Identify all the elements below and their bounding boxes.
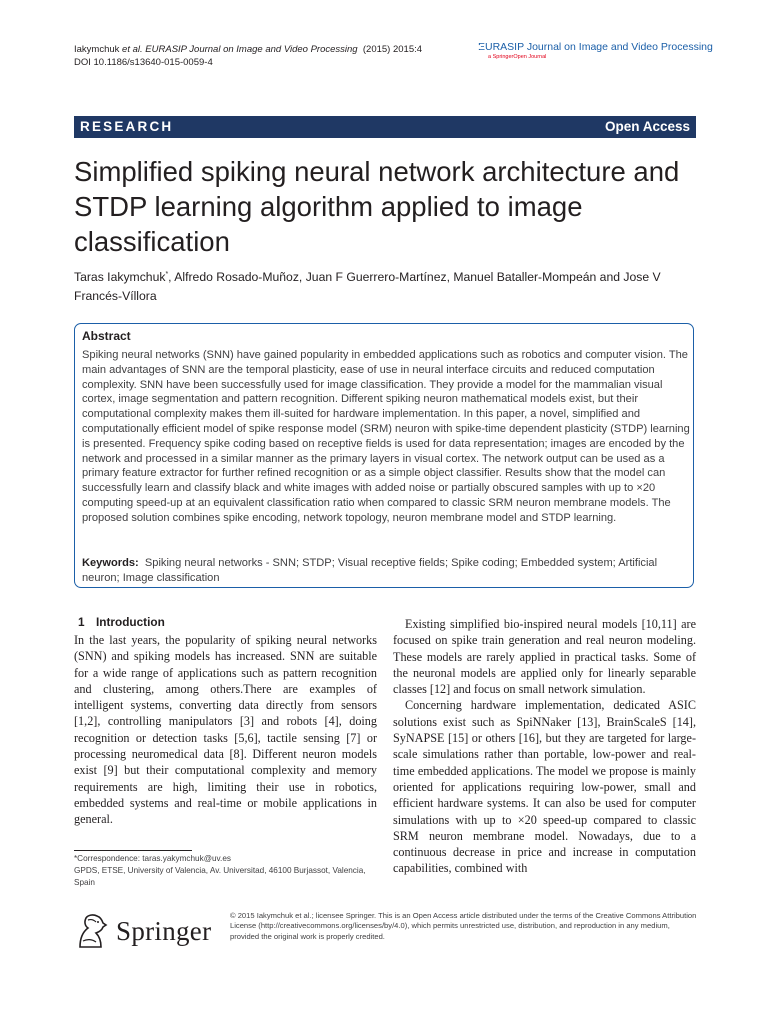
springer-logo (74, 909, 224, 953)
journal-logo[interactable] (474, 41, 713, 60)
springer-horse-icon (74, 911, 110, 951)
paragraph: Concerning hardware implementation, dedicated ASIC solutions exist such as SpiNNaker [13], BrainScaleS [14], SyNAPSE [15] or others [16], but they are targeted for large-scale simulations rather than portable, low-power and real-time embedded applications. The model we propose is mainly oriented for applications requiring low-power, small and efficient hardware systems. It can also be used for computer simulations with up to ×20 speed-up compared to classic SRM neuron membrane model. Nowadays, due to a continuous decrease in price and increase in computation capabilities, combined with (393, 698, 696, 876)
footnote-divider (74, 850, 192, 851)
footnote (74, 853, 379, 889)
corresponding-author-mark: * (165, 271, 169, 278)
abstract-heading: Abstract (82, 329, 131, 343)
section-number: 1 (78, 615, 85, 629)
article-type-label: RESEARCH (80, 119, 174, 134)
journal-logo-text: EURASIP Journal on Image and Video Processing (478, 41, 713, 53)
paragraph: Existing simplified bio-inspired neural models [10,11] are focused on spike train generation and real neuron modeling. These models are rarely applied in practical tasks. Some of the neuronal models are applied only for linearly separable classes [12] and focus on small network simulation. (393, 617, 696, 697)
doi[interactable]: DOI 10.1186/s13640-015-0059-4 (74, 57, 213, 68)
citation-etal: et al. (122, 44, 143, 55)
open-access-badge: Open Access (604, 119, 690, 134)
keywords-list: Spiking neural networks - SNN; STDP; Visual receptive fields; Spike coding; Embedded system; Artificial neuron; Image classification (82, 557, 658, 584)
journal-logo-subtitle: a SpringerOpen Journal (488, 54, 547, 60)
article-title: Simplified spiking neural network architecture and STDP learning algorithm applied to image classification (74, 156, 680, 257)
body-column-left: In the last years, the popularity of spiking neural networks (SNN) and spiking models has increased. SNN are suitable for a wide range of applications such as pattern recognition and clustering, among others.There are examples of intelligent systems, converting data directly from sensors [1,2], controlling manipulators [3] and robots [4], doing recognition or detection tasks [5,6], tactile sensing [7] or processing neuromedical data [8]. Different neuron models exist [9] but their computational complexity and memory requirements are high, limiting their use in robotics, embedded systems and real-time or mobile applications in general. (74, 633, 377, 827)
publisher-name: Springer (116, 915, 212, 946)
author-rest: , Alfredo Rosado-Muñoz, Juan F Guerrero-Martínez, Manuel Bataller-Mompeán and Jose V Francés-Víllora (74, 270, 661, 304)
author-first[interactable]: Taras Iakymchuk (74, 270, 166, 285)
author-list (74, 265, 704, 306)
citation-authors: Iakymchuk (74, 44, 123, 55)
body-column-right (393, 616, 696, 877)
affiliation: GPDS, ETSE, University of Valencia, Av. Universitad, 46100 Burjassot, Valencia, Spain (74, 866, 366, 887)
citation-header (74, 43, 422, 69)
section-title: Introduction (96, 615, 165, 629)
keywords (82, 556, 692, 586)
citation-year: (2015) 2015:4 (362, 44, 423, 55)
section-heading (74, 615, 165, 629)
abstract-text: Spiking neural networks (SNN) have gained popularity in embedded applications such as robotics and computer vision. The main advantages of SNN are the temporal plasticity, ease of use in neural interface circuits and reduced computation complexity. SNN have been successfully used for image classification. They provide a model for the mammalian visual cortex, image segmentation and pattern recognition. Different spiking neuron mathematical models exist, but their computational complexity makes them ill-suited for hardware implementation. In this paper, a novel, simplified and computationally efficient model of spike response model (SRM) neuron with spike-time dependent plasticity (STDP) learning is presented. Frequency spike coding based on receptive fields is used for data representation; images are encoded by the network and processed in a similar manner as the primary layers in visual cortex. The network output can be used as a primary feature extractor for further refined recognition or as a simple object classifier. Results show that the model can successfully learn and classify black and white images with added noise or partially obscured samples with up to ×20 computing speed-up at an equivalent classification ratio when compared to classic SRM neuron membrane models. The proposed solution combines spike encoding, network topology, neuron membrane model and STDP learning. (82, 349, 690, 524)
correspondence[interactable]: *Correspondence: taras.yakymchuk@uv.es (74, 854, 231, 863)
citation-line (74, 43, 422, 56)
article-type-band (74, 116, 696, 138)
keywords-label: Keywords: (82, 557, 139, 569)
citation-journal: EURASIP Journal on Image and Video Processing (145, 44, 358, 55)
license-text: © 2015 Iakymchuk et al.; licensee Springer. This is an Open Access article distributed under the terms of the Creative Commons Attribution License (http://creativecommons.org/licenses/by/4.0), which permits unrestricted use, distribution, and reproduction in any medium, provided the original work is properly credited. (230, 911, 697, 941)
